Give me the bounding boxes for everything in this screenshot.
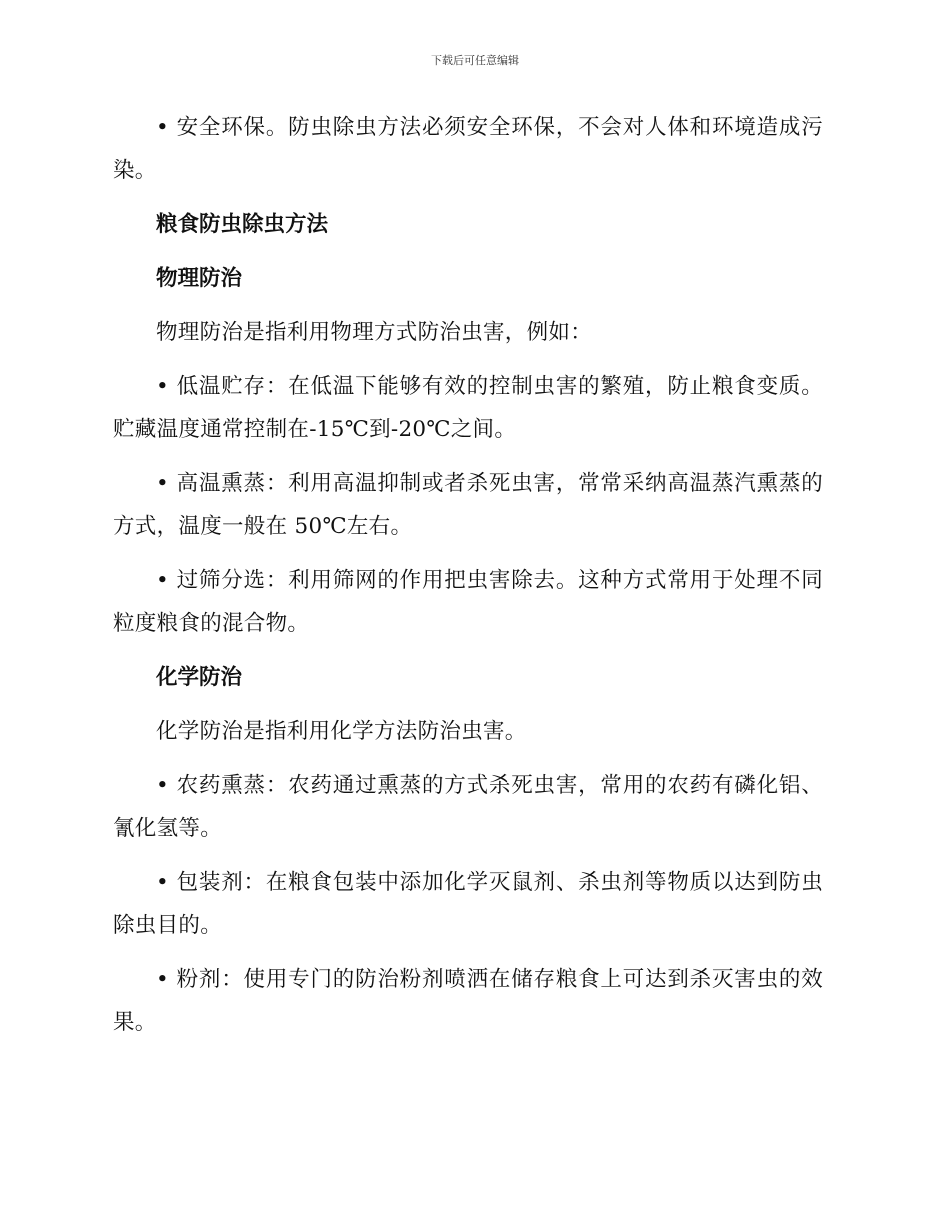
bullet-sieving: • 过筛分选：利用筛网的作用把虫害除去。这种方式常用于处理不同粒度粮食的混合物。: [113, 568, 823, 636]
bullet-high-temp-fumigation: • 高温熏蒸：利用高温抑制或者杀死虫害，常常采纳高温蒸汽熏蒸的方式，温度一般在 50℃左右。: [113, 471, 823, 539]
bullet-packaging-agent: • 包装剂：在粮食包装中添加化学灭鼠剂、杀虫剂等物质以达到防虫除虫目的。: [113, 870, 823, 938]
bullet-safety-environment: • 安全环保。防虫除虫方法必须安全环保，不会对人体和环境造成污染。: [113, 115, 823, 183]
bullet-pesticide-fumigation: • 农药熏蒸：农药通过熏蒸的方式杀死虫害，常用的农药有磷化铝、氰化氢等。: [113, 773, 823, 841]
page-header: 下载后可任意编辑: [431, 54, 519, 67]
bullet-powder: • 粉剂：使用专门的防治粉剂喷洒在储存粮食上可达到杀灭害虫的效果。: [113, 967, 823, 1035]
subsection-heading-chemical: 化学防治: [156, 665, 243, 690]
chemical-intro: 化学防治是指利用化学方法防治虫害。: [156, 719, 527, 744]
subsection-heading-physical: 物理防治: [156, 266, 243, 291]
bullet-low-temp-storage: • 低温贮存：在低温下能够有效的控制虫害的繁殖，防止粮食变质。贮藏温度通常控制在-15℃到-20℃之间。: [113, 374, 823, 442]
section-heading-methods: 粮食防虫除虫方法: [156, 212, 329, 237]
physical-intro: 物理防治是指利用物理方式防治虫害，例如：: [156, 320, 593, 345]
document-body: [113, 106, 823, 1055]
